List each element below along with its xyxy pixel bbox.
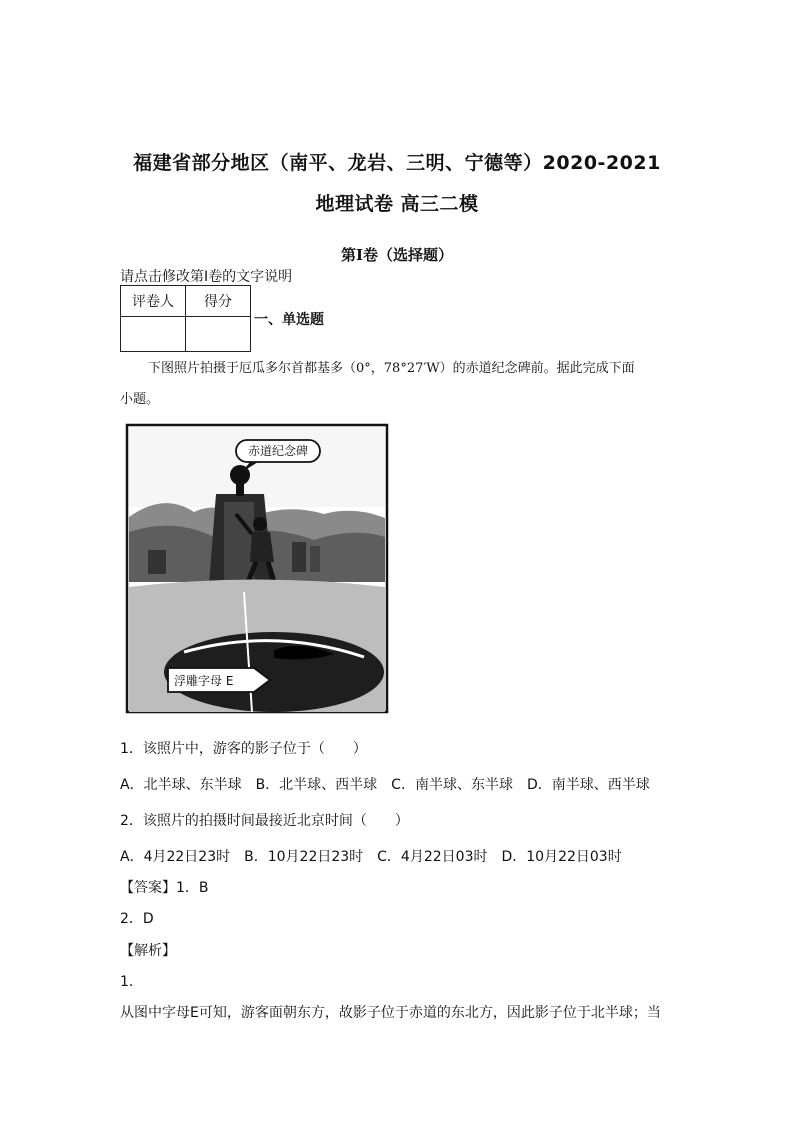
monument-label: 赤道纪念碑: [247, 444, 309, 458]
score-table-score: 得分: [186, 286, 251, 317]
letter-label: 浮雕字母 E: [174, 674, 234, 688]
analysis-text: 从图中字母E可知，游客面朝东方，故影子位于赤道的东北方，因此影子位于北半球；当: [120, 1005, 661, 1021]
answer-line2: 2．D: [120, 911, 154, 927]
part-title: 一、单选题: [254, 312, 324, 328]
analysis-label: 【解析】: [120, 943, 176, 959]
question-2-options: A．4月22日23时 B．10月22日23时 C．4月22日03时 D．10月22日03时: [120, 849, 622, 865]
section-note: 请点击修改第I卷的文字说明: [120, 269, 293, 285]
analysis-number: 1．: [120, 974, 143, 990]
answer-label: 【答案】1．B: [120, 880, 209, 896]
page-title-line2: 地理试卷 高三二模: [315, 193, 479, 215]
score-table-reviewer-cell: [121, 317, 186, 352]
score-table-reviewer: 评卷人: [121, 286, 186, 317]
score-table: [120, 285, 251, 352]
question-1-stem: 1．该照片中，游客的影子位于（ ）: [120, 741, 367, 757]
page-title-line1: 福建省部分地区（南平、龙岩、三明、宁德等）2020-2021: [133, 152, 661, 174]
question-2-stem: 2．该照片的拍摄时间最接近北京时间（ ）: [120, 813, 409, 829]
intro-line2: 小题。: [120, 392, 160, 407]
score-table-score-cell: [186, 317, 251, 352]
section-title: 第I卷（选择题）: [340, 246, 454, 264]
equator-monument-photo: [124, 422, 390, 715]
question-1-options: A．北半球、东半球 B．北半球、西半球 C．南半球、东半球 D．南半球、西半球: [120, 777, 650, 793]
intro-line1: 下图照片拍摄于厄瓜多尔首都基多（0°，78°27′W）的赤道纪念碑前。据此完成下面: [148, 361, 635, 376]
